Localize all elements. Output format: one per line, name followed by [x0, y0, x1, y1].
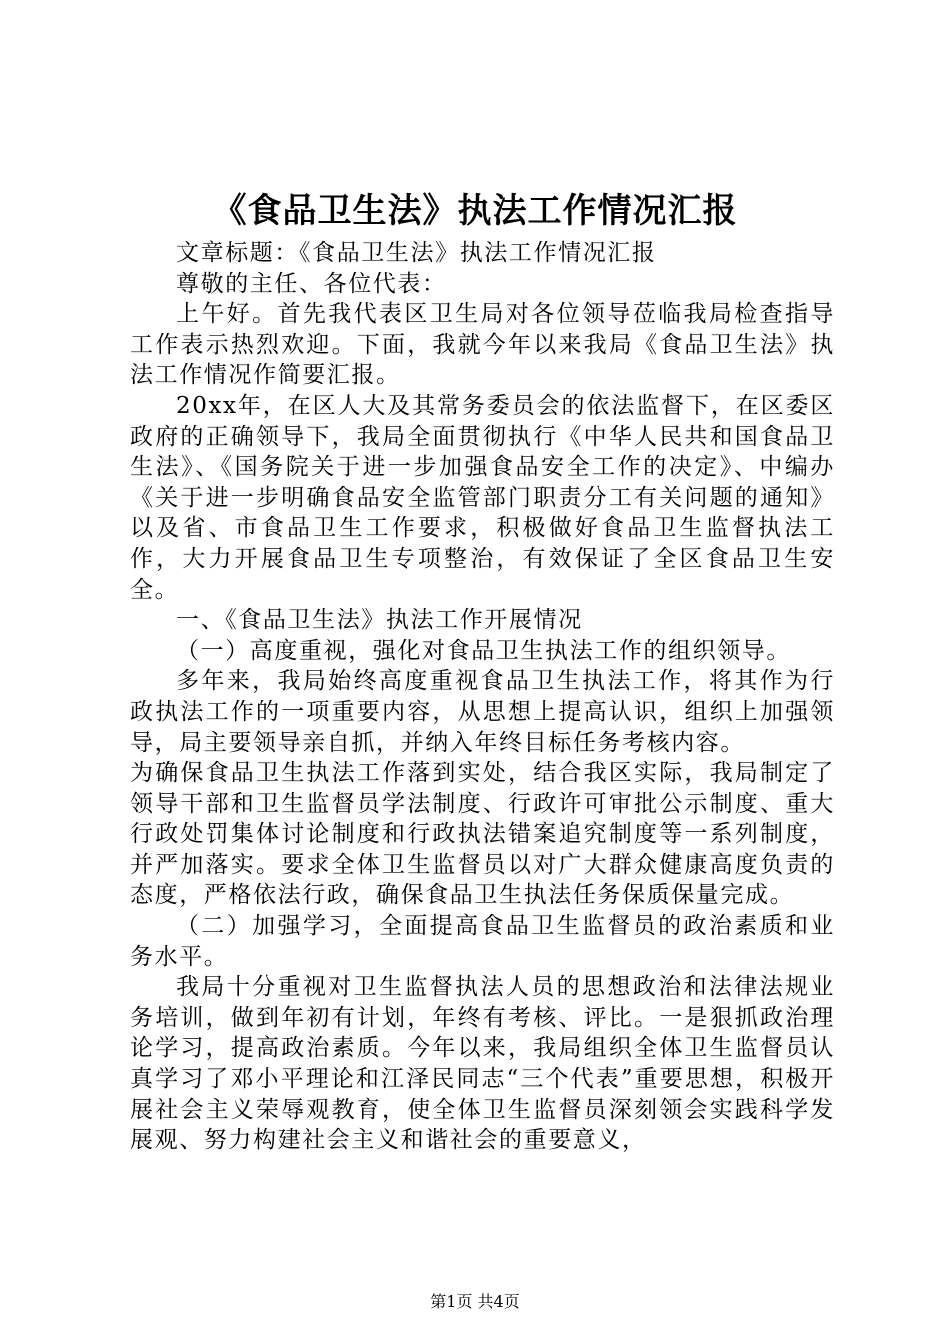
paragraph-training: 我局十分重视对卫生监督执法人员的思想政治和法律法规业务培训，做到年初有计划，年终有考核、评比。一是狠抓政治理论学习，提高政治素质。今年以来，我局组织全体卫生监督员认真学习了邓小平理论和江泽民同志“三个代表”重要思想，积极开展社会主义荣辱观教育，使全体卫生监督员深刻领会实践科学发展观、努力构建社会主义和谐社会的重要意义，: [130, 974, 835, 1154]
section-heading-1: 一、《食品卫生法》执法工作开展情况: [176, 607, 583, 634]
document-title: 《食品卫生法》执法工作情况汇报: [212, 191, 738, 231]
paragraph-overview: 20xx年，在区人大及其常务委员会的依法监督下，在区委区政府的正确领导下，我局全面贯彻执行《中华人民共和国食品卫生法》、《国务院关于进一步加强食品安全工作的决定》、中编办《关于进一步明确食品安全监管部门职责分工有关问题的通知》以及省、市食品卫生工作要求，积极做好食品卫生监督执法工作，大力开展食品卫生专项整治，有效保证了全区食品卫生安全。: [130, 392, 835, 603]
subsection-heading-1: （一）高度重视，强化对食品卫生执法工作的组织领导。: [176, 637, 791, 664]
article-title-line: 文章标题：《食品卫生法》执法工作情况汇报: [176, 240, 657, 266]
paragraph-leadership: 多年来，我局始终高度重视食品卫生执法工作，将其作为行政执法工作的一项重要内容，从思想上提高认识，组织上加强领导，局主要领导亲自抓，并纳入年终目标任务考核内容。: [130, 668, 835, 756]
page-footer: 第1页 共4页: [430, 1292, 520, 1311]
document-body: [130, 238, 835, 1156]
subsection-heading-2: （二）加强学习，全面提高食品卫生监督员的政治素质和业务水平。: [130, 913, 835, 970]
salutation: 尊敬的主任、各位代表：: [176, 270, 447, 297]
paragraph-systems: 为确保食品卫生执法工作落到实处，结合我区实际，我局制定了领导干部和卫生监督员学法制度、行政许可审批公示制度、重大行政处罚集体讨论制度和行政执法错案追究制度等一系列制度，并严加落实。要求全体卫生监督员以对广大群众健康高度负责的态度，严格依法行政，确保食品卫生执法任务保质保量完成。: [130, 760, 835, 909]
paragraph-greeting: 上午好。首先我代表区卫生局对各位领导莅临我局检查指导工作表示热烈欢迎。下面，我就今年以来我局《食品卫生法》执法工作情况作简要汇报。: [130, 301, 835, 389]
